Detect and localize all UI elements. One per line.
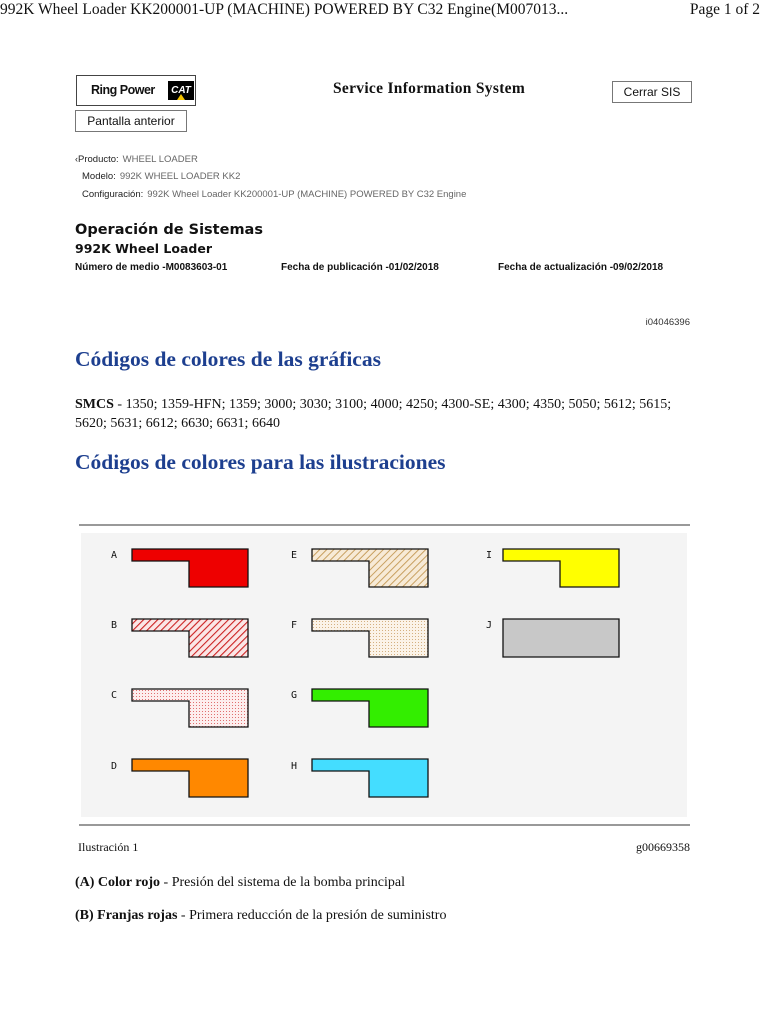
back-chevron-icon[interactable]: ‹ xyxy=(75,154,78,164)
config-value: 992K Wheel Loader KK200001-UP (MACHINE) POWERED BY C32 Engine xyxy=(147,189,467,200)
ring-power-cat-logo xyxy=(76,75,196,106)
close-sis-button[interactable]: Cerrar SIS xyxy=(612,81,692,103)
color-swatch-b xyxy=(132,619,248,657)
legend-desc: - Presión del sistema de la bomba principal xyxy=(160,875,405,890)
smcs-label: SMCS xyxy=(75,397,114,412)
document-subtitle: 992K Wheel Loader xyxy=(75,241,212,256)
update-date: Fecha de actualización -09/02/2018 xyxy=(498,262,664,273)
media-number: Número de medio -M0083603-01 xyxy=(75,262,228,273)
swatch-label-h: H xyxy=(291,761,298,772)
color-swatch-g xyxy=(312,689,428,727)
figure-id: g00669358 xyxy=(636,840,690,854)
color-swatch-c xyxy=(132,689,248,727)
color-swatch-i xyxy=(503,549,619,587)
legend-item-a xyxy=(75,875,405,891)
swatch-label-f: F xyxy=(291,620,298,631)
color-swatch-d xyxy=(132,759,248,797)
product-value[interactable]: WHEEL LOADER xyxy=(122,154,198,165)
section-heading-illustrations: Códigos de colores para las ilustraciones xyxy=(75,450,446,474)
swatch-label-e: E xyxy=(291,550,298,561)
color-swatch-a xyxy=(132,549,248,587)
print-header-title: 992K Wheel Loader KK200001-UP (MACHINE) POWERED BY C32 Engine(M007013... xyxy=(0,1,569,18)
smcs-codes xyxy=(75,396,695,433)
sis-title: Service Information System xyxy=(333,80,526,97)
swatch-label-c: C xyxy=(111,690,118,701)
document-ref-id: i04046396 xyxy=(645,317,690,328)
swatch-label-j: J xyxy=(486,620,493,631)
swatch-label-g: G xyxy=(291,690,298,701)
document-title: Operación de Sistemas xyxy=(75,222,263,238)
color-swatch-j xyxy=(503,619,619,657)
figure-top-rule xyxy=(79,524,690,526)
color-codes-illustration xyxy=(81,533,687,817)
swatch-label-i: I xyxy=(486,550,493,561)
swatch-label-b: B xyxy=(111,620,118,631)
print-header-page: Page 1 of 2 xyxy=(689,1,760,18)
product-label: Producto: xyxy=(78,154,119,165)
swatch-label-d: D xyxy=(111,761,118,772)
color-swatch-f xyxy=(312,619,428,657)
figure-caption: Ilustración 1 xyxy=(78,840,139,854)
breadcrumb-product xyxy=(75,154,198,165)
section-heading-graphics: Códigos de colores de las gráficas xyxy=(75,347,381,371)
model-label: Modelo: xyxy=(82,171,116,182)
figure-bottom-rule xyxy=(79,824,690,826)
smcs-values: - 1350; 1359-HFN; 1359; 3000; 3030; 3100; 4000; 4250; 4300-SE; 4300; 4350; 5050; 5612; 5615; 5620; 5631; 6612; 6630; 6631; 6640 xyxy=(75,397,672,431)
color-swatch-e xyxy=(312,549,428,587)
legend-desc: - Primera reducción de la presión de suministro xyxy=(177,908,447,923)
cat-logo-icon: CAT xyxy=(168,81,194,100)
color-swatch-h xyxy=(312,759,428,797)
swatch-label-a: A xyxy=(111,550,118,561)
publication-date: Fecha de publicación -01/02/2018 xyxy=(281,262,439,273)
logo-text: Ring Power xyxy=(91,83,155,97)
legend-code: (B) Franjas rojas xyxy=(75,908,178,923)
legend-item-b xyxy=(75,908,446,924)
legend-code: (A) Color rojo xyxy=(75,875,161,890)
breadcrumb-model xyxy=(82,171,240,182)
print-header xyxy=(0,0,768,20)
previous-screen-button[interactable]: Pantalla anterior xyxy=(75,110,187,132)
breadcrumb-config xyxy=(82,189,466,200)
model-value: 992K WHEEL LOADER KK2 xyxy=(119,171,241,182)
config-label: Configuración: xyxy=(82,189,144,200)
